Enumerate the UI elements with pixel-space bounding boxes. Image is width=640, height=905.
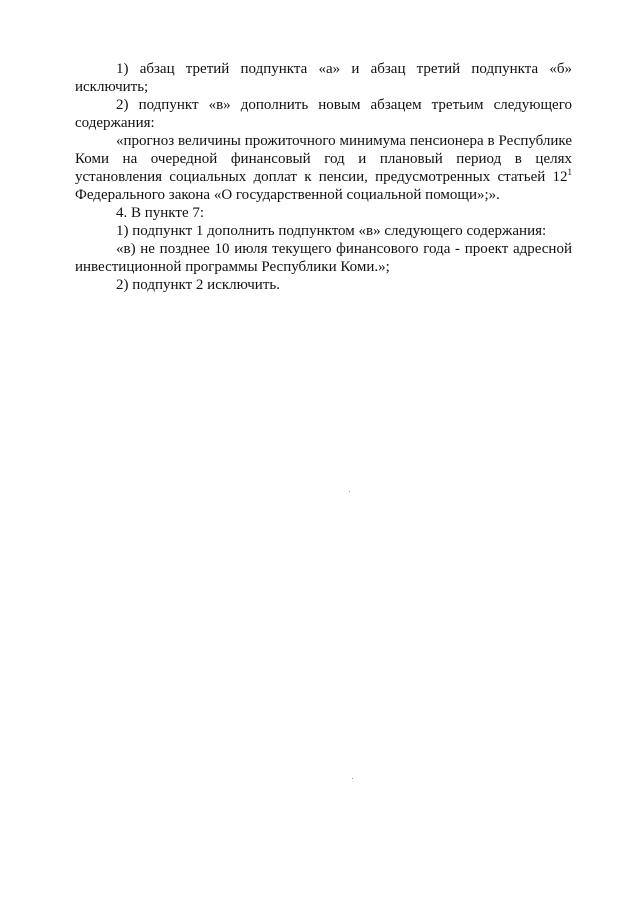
paragraph-point-4: 4. В пункте 7: — [116, 205, 205, 221]
article-superscript: 1 — [567, 167, 572, 177]
paragraph-item-2: 2) подпункт «в» дополнить новым абзацем третьим следующего содержания: — [75, 97, 572, 131]
paragraph-subitem-2: 2) подпункт 2 исключить. — [116, 277, 280, 293]
paragraph-item-1: 1) абзац третий подпункта «а» и абзац третий подпункта «б» исключить; — [75, 61, 572, 95]
quote-text-end: Федерального закона «О государственной социальной помощи»;». — [75, 187, 500, 203]
scan-speck — [352, 778, 353, 779]
paragraph-quote — [75, 132, 572, 204]
document-body — [75, 60, 572, 294]
paragraph-subitem-v: «в) не позднее 10 июля текущего финансового года - проект адресной инвестиционной программы Республики Коми.»; — [75, 241, 572, 275]
paragraph-subitem-1: 1) подпункт 1 дополнить подпунктом «в» следующего содержания: — [116, 223, 547, 239]
scan-speck — [349, 491, 350, 492]
quote-text: «прогноз величины прожиточного минимума пенсионера в Республике Коми на очередной финансовый год и плановый период в целях установления социальных доплат к пенсии, предусмотренных статьей 12 — [75, 133, 572, 185]
